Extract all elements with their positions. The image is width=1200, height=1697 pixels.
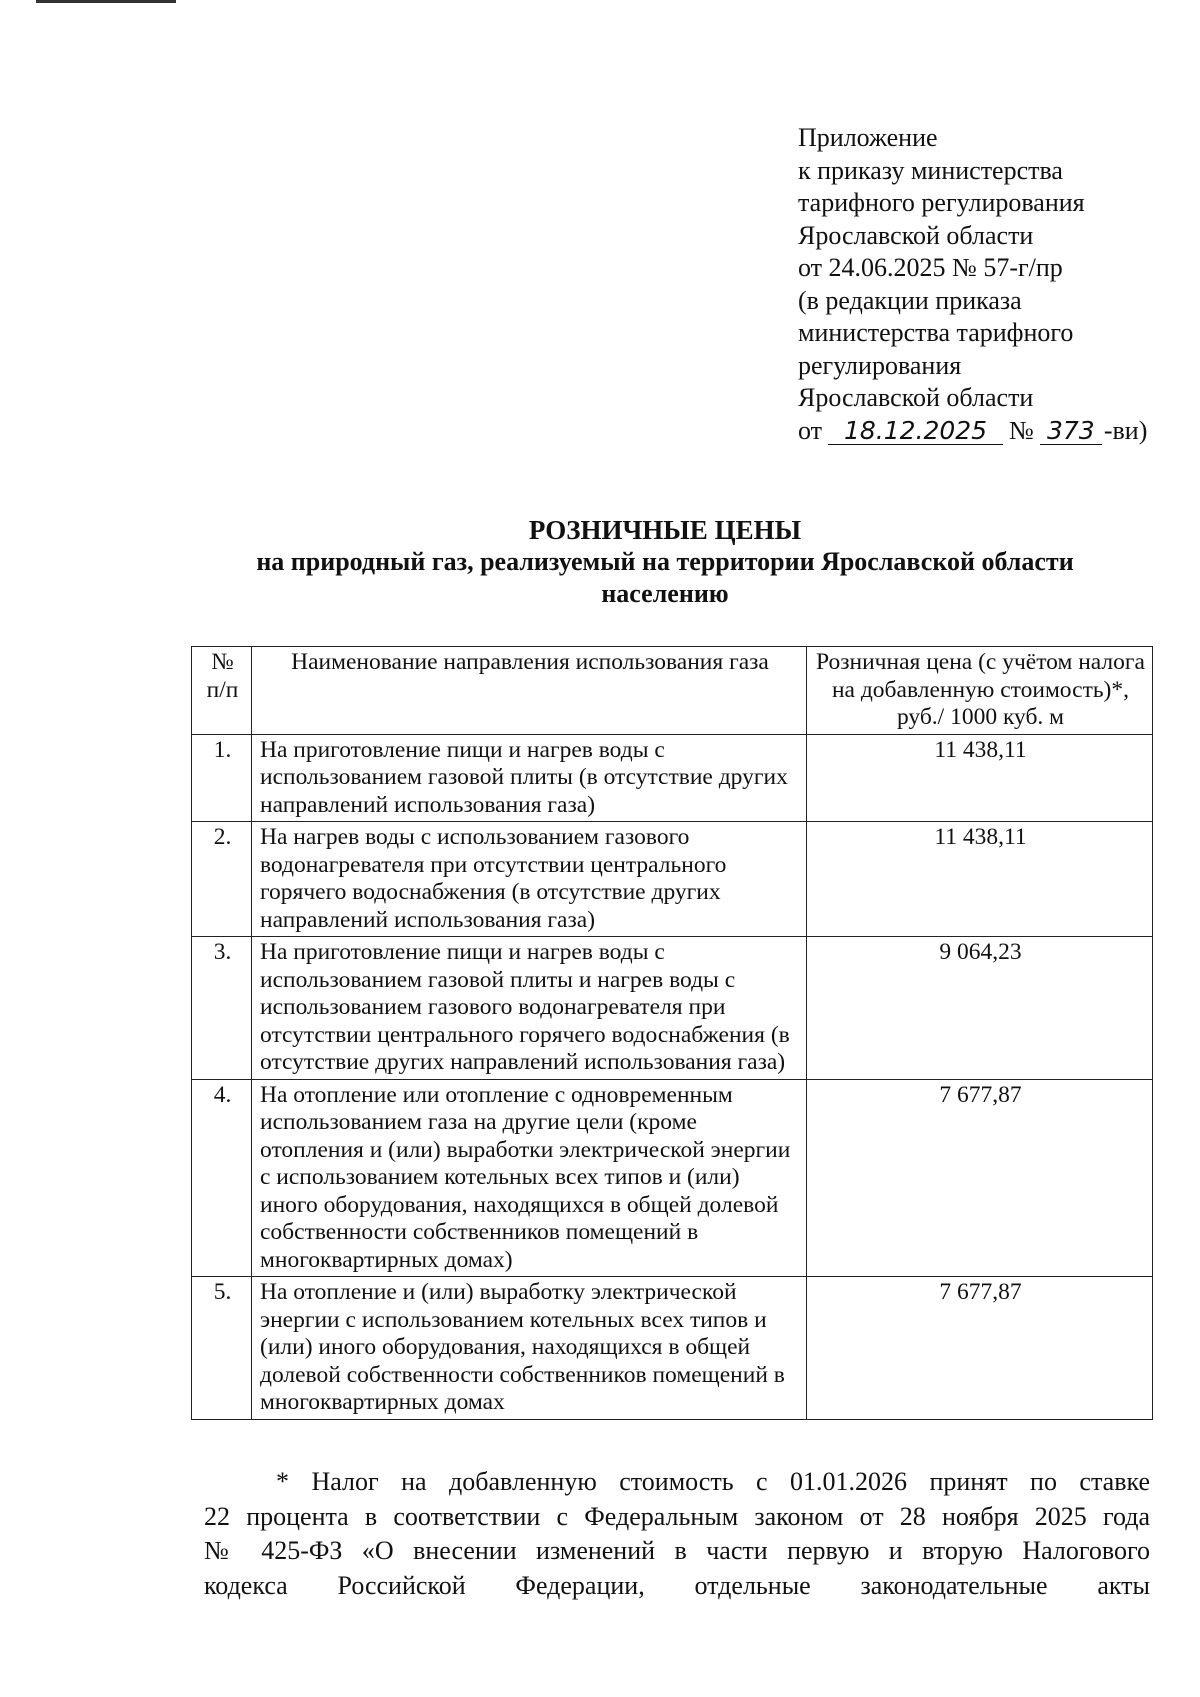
vat-footnote [204, 1465, 1150, 1603]
title-line-2: на природный газ, реализуемый на территории Ярославской области [256, 547, 1074, 576]
title-line-1: РОЗНИЧНЫЕ ЦЕНЫ [528, 515, 802, 545]
appendix-line: Приложение [798, 123, 938, 152]
appendix-line: регулирования [798, 350, 962, 380]
handwritten-number: 373 [1040, 418, 1102, 445]
prices-table [191, 646, 1153, 1420]
footnote-line: 22 процента в соответствии с Федеральным законом от 28 ноября 2025 года [204, 1501, 1150, 1531]
row-num: 2. [192, 822, 252, 937]
appendix-line: министерства тарифного [798, 318, 1074, 347]
title-line-3: населению [601, 579, 729, 608]
header-name: Наименование направления использования газа [252, 647, 807, 735]
appendix-line: к приказу министерства [798, 155, 1063, 185]
appendix-suffix: -ви) [1103, 415, 1148, 445]
row-price: 9 064,23 [807, 937, 1153, 1080]
row-price: 7 677,87 [807, 1277, 1153, 1420]
row-name: На приготовление пищи и нагрев воды с использованием газовой плиты (в отсутствие других направлений использования газа) [252, 734, 807, 822]
table-row [192, 822, 1153, 937]
number-sign: № [1009, 415, 1034, 445]
table-row [192, 1277, 1153, 1420]
row-name: На отопление или отопление с одновременным использованием газа на другие цели (кроме отопления и (или) выработки электрической энергии с использованием котельных всех типов и (или) иного оборудования, находящихся в общей долевой собственности собственников помещений в многоквартирных домах) [252, 1079, 807, 1277]
document-title [190, 514, 1140, 610]
row-num: 4. [192, 1079, 252, 1277]
scan-edge-mark [36, 0, 176, 3]
appendix-line: (в редакции приказа [798, 285, 1022, 315]
row-name: На приготовление пищи и нагрев воды с использованием газовой плиты и нагрев воды с использованием газового водонагревателя при отсутствии центрального горячего водоснабжения (в отсутствие других направлений использования газа) [252, 937, 807, 1080]
table-row [192, 937, 1153, 1080]
handwritten-date: 18.12.2025 [828, 418, 1003, 445]
appendix-header [798, 122, 1178, 447]
appendix-line: Ярославской области [798, 383, 1034, 412]
row-num: 3. [192, 937, 252, 1080]
row-name: На отопление и (или) выработку электрической энергии с использованием котельных всех типов и (или) иного оборудования, находящихся в общей долевой собственности собственников помещений в многоквартирных домах [252, 1277, 807, 1420]
row-price: 11 438,11 [807, 734, 1153, 822]
header-price: Розничная цена (с учётом налога на добавленную стоимость)*, руб./ 1000 куб. м [807, 647, 1153, 735]
appendix-line: Ярославской области [798, 220, 1034, 250]
row-num: 1. [192, 734, 252, 822]
row-price: 11 438,11 [807, 822, 1153, 937]
table-header-row [192, 647, 1153, 735]
table-row [192, 1079, 1153, 1277]
header-num: № п/п [192, 647, 252, 735]
appendix-line: от 24.06.2025 № 57-г/пр [798, 253, 1063, 282]
table-row [192, 734, 1153, 822]
appendix-line: тарифного регулирования [798, 188, 1085, 217]
row-name: На нагрев воды с использованием газового водонагревателя при отсутствии центрального горячего водоснабжения (в отсутствие других направлений использования газа) [252, 822, 807, 937]
appendix-prefix: от [798, 415, 823, 445]
appendix-last-line [798, 415, 1178, 448]
footnote-line: кодекса Российской Федерации, отдельные законодательные акты [204, 1570, 1150, 1600]
footnote-line: № 425-ФЗ «О внесении изменений в части первую и вторую Налогового [204, 1536, 1150, 1565]
row-price: 7 677,87 [807, 1079, 1153, 1277]
footnote-line: * Налог на добавленную стоимость с 01.01.2026 принят по ставке [276, 1467, 1150, 1496]
row-num: 5. [192, 1277, 252, 1420]
